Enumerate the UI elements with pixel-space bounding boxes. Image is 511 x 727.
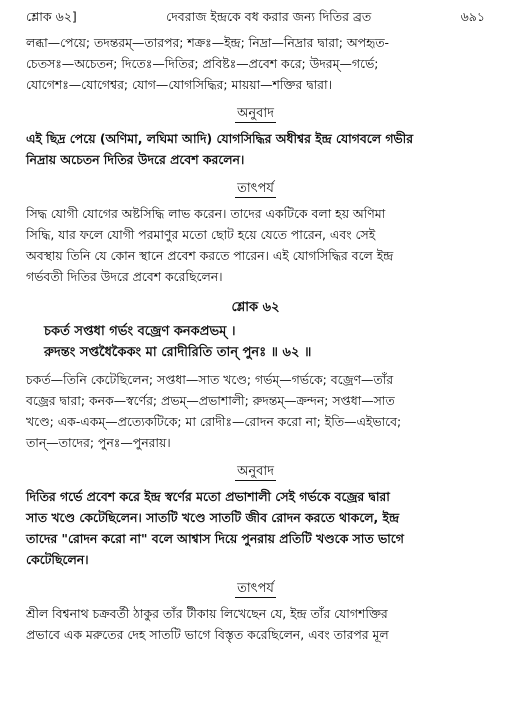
purport-line: সিদ্ধি, যার ফলে যোগী পরমাণুর মতো ছোট হয়ে যেতে পারেন, এবং সেই [26,227,376,242]
running-header [26,8,485,26]
header-verse-ref: শ্লোক ৬২] [26,9,77,24]
synonyms-line: খণ্ডে; এক-একম্—প্রত্যেকটিকে; মা রোদীঃ—রোদন করো না; ইতি—এইভাবে; [26,414,402,429]
synonyms-line: যোগেশঃ—যোগেশ্বর; যোগ—যোগসিদ্ধির; মায়য়া—শক্তির দ্বারা। [26,77,333,92]
synonyms-line: লব্ধা—পেয়ে; তদন্তরম্—তারপর; শক্রঃ—ইন্দ্র; নিদ্রা—নিদ্রার দ্বারা; অপহৃত- [26,35,390,50]
translation-line: নিদ্রায় অচেতন দিতির উদরে প্রবেশ করলেন। [26,152,245,167]
synonyms-line: বজ্রের দ্বারা; কনক—স্বর্ণের; প্রভম্—প্রভাশালী; রুদন্তম্—ক্রন্দন; সপ্তধা—সাত [26,393,395,408]
translation-line: এই ছিদ্র পেয়ে (অণিমা, লঘিমা আদি) যোগসিদ্ধির অধীশ্বর ইন্দ্র যোগবলে গভীর [26,131,414,146]
translation-block-2 [26,486,485,570]
purport-block-2 [26,603,485,645]
verse-line: চকর্ত সপ্তধা গর্ভং বজ্রেণ কনকপ্রভম্ । [44,324,236,339]
purport-block-1 [26,203,485,287]
synonyms-line: চকর্ত—তিনি কেটেছিলেন; সপ্তধা—সাত খণ্ডে; গর্ভম্—গর্ভকে; বজ্রেণ—তাঁর [26,372,394,387]
purport-line: গর্ভবতী দিতির উদরে প্রবেশ করেছিলেন। [26,269,223,284]
translation-line: তাদের "রোদন করো না" বলে আশ্বাস দিয়ে পুনরায় প্রতিটি খণ্ডকে সাত ভাগে [26,531,404,546]
translation-line: সাত খণ্ডে কেটেছিলেন। সাতটি খণ্ডে সাতটি জীব রোদন করতে থাকলে, ইন্দ্র [26,510,400,525]
verse-line: রুদন্তং সপ্তধৈকৈকং মা রোদীরিতি তান্ পুনঃ ॥ ৬২ ॥ [44,345,312,360]
header-chapter-title: দেবরাজ ইন্দ্রকে বধ করার জন্য দিতির ব্রত [166,9,372,24]
purport-heading: তাৎপর্য [237,181,274,196]
purport-line: সিদ্ধ যোগী যোগের অষ্টসিদ্ধি লাভ করেন। তাদের একটিকে বলা হয় অণিমা [26,206,386,221]
synonyms-line: তান্—তাদের; পুনঃ—পুনরায়। [26,435,171,450]
header-page-number: ৬৯১ [460,9,485,24]
synonyms-block-1 [26,32,485,95]
purport-heading: তাৎপর্য [237,581,274,596]
purport-line: শ্রীল বিশ্বনাথ চক্রবর্তী ঠাকুর তাঁর টীকায় লিখেছেন যে, ইন্দ্র তাঁর যোগশক্তির [26,606,388,621]
verse-label: শ্লোক ৬২ [231,300,280,315]
synonyms-block-2 [26,369,485,453]
translation-block-1 [26,128,485,170]
synonyms-line: চেতসঃ—অচেতন; দিতেঃ—দিতির; প্রবিষ্টঃ—প্রবেশ করে; উদরম্—গর্ভে; [26,56,379,71]
purport-line: অবস্থায় তিনি যে কোন স্থানে প্রবেশ করতে পারেন। এই যোগসিদ্ধির বলে ইন্দ্র [26,248,394,263]
translation-line: কেটেছিলেন। [26,552,89,567]
verse-block [26,321,485,363]
translation-line: দিতির গর্ভে প্রবেশ করে ইন্দ্র স্বর্ণের মতো প্রভাশালী সেই গর্ভকে বজ্রের দ্বারা [26,489,390,504]
purport-line: প্রভাবে এক মরুতের দেহ সাতটি ভাগে বিস্তৃত করেছিলেন, এবং তারপর মূল [26,627,389,642]
translation-heading: অনুবাদ [237,464,274,479]
translation-heading: অনুবাদ [237,106,274,121]
